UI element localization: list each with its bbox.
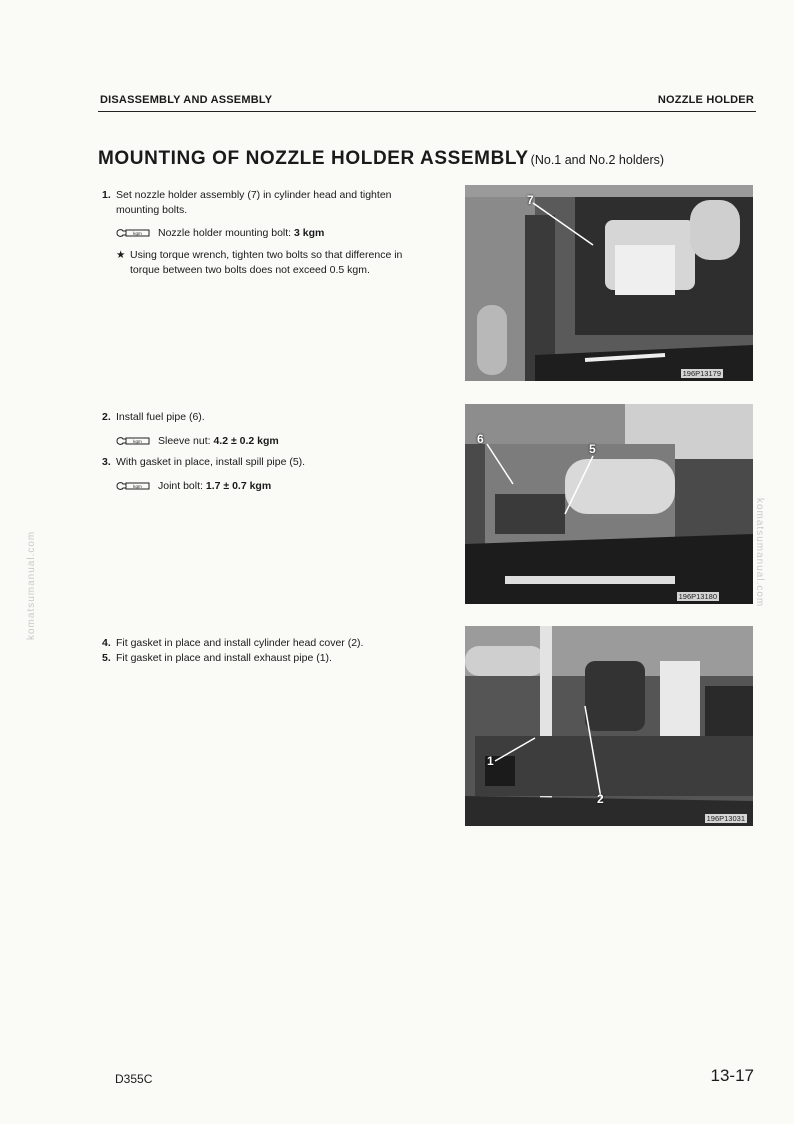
- step-1: [102, 188, 412, 218]
- step-4: [102, 636, 422, 651]
- callout-label: 1: [487, 754, 494, 768]
- torque-value: 1.7 ± 0.7 kgm: [205, 480, 272, 492]
- step-text: Fit gasket in place and install exhaust pipe (1).: [116, 652, 332, 664]
- torque-label: Sleeve nut:: [158, 435, 211, 447]
- engine-photo-illustration: [465, 626, 753, 826]
- callout-label: 5: [589, 442, 596, 456]
- photo-nozzle-holder: [465, 185, 753, 381]
- step-number: 1.: [102, 189, 111, 201]
- torque-label: Joint bolt:: [158, 480, 203, 492]
- step-text: With gasket in place, install spill pipe (5).: [116, 456, 306, 468]
- step-5: [102, 651, 422, 666]
- torque-wrench-icon: [116, 481, 150, 491]
- photo-fuel-pipe: [465, 404, 753, 604]
- engine-photo-illustration: [465, 404, 753, 604]
- photo-caption: 196P13179: [682, 369, 721, 378]
- step-text: Fit gasket in place and install cylinder head cover (2).: [116, 637, 364, 649]
- note-text: Using torque wrench, tighten two bolts so that difference in torque between two bolts does not exceed 0.5 kgm.: [130, 249, 403, 276]
- svg-text:kgm: kgm: [133, 439, 142, 444]
- photo-caption: 196P13180: [678, 592, 717, 601]
- star-icon: ★: [116, 249, 126, 261]
- torque-value: 4.2 ± 0.2 kgm: [213, 435, 279, 447]
- svg-text:kgm: kgm: [133, 231, 142, 236]
- step-3: [102, 455, 412, 470]
- step-2: [102, 410, 412, 425]
- footer-model: D355C: [115, 1072, 153, 1086]
- step-number: 2.: [102, 411, 111, 423]
- torque-wrench-icon: [116, 436, 150, 446]
- section-3-text: [102, 636, 422, 666]
- callout-label: 2: [597, 792, 604, 806]
- title-subtitle: (No.1 and No.2 holders): [530, 153, 665, 167]
- torque-spec-2: [102, 434, 412, 449]
- callout-label: 7: [527, 193, 534, 207]
- section-1-text: [102, 188, 412, 278]
- step-number: 3.: [102, 456, 111, 468]
- engine-photo-illustration: [465, 185, 753, 381]
- svg-text:kgm: kgm: [133, 484, 142, 489]
- title-main: MOUNTING OF NOZZLE HOLDER ASSEMBLY: [98, 148, 529, 169]
- header-section-title: DISASSEMBLY AND ASSEMBLY: [100, 94, 273, 106]
- torque-label: Nozzle holder mounting bolt:: [158, 227, 292, 239]
- watermark-right: komatsumanual.com: [754, 498, 765, 608]
- step-text: Set nozzle holder assembly (7) in cylinder head and tighten mounting bolts.: [116, 189, 392, 216]
- step-number: 5.: [102, 652, 111, 664]
- page-header: [98, 92, 756, 112]
- photo-head-cover: [465, 626, 753, 826]
- watermark-left: komatsumanual.com: [26, 530, 37, 640]
- torque-spec-1: [102, 226, 412, 241]
- photo-caption: 196P13031: [706, 814, 745, 823]
- step-text: Install fuel pipe (6).: [116, 411, 205, 423]
- torque-spec-3: [102, 479, 412, 494]
- note: [102, 248, 412, 278]
- torque-value: 3 kgm: [294, 227, 325, 239]
- header-topic: NOZZLE HOLDER: [657, 94, 754, 106]
- step-number: 4.: [102, 637, 111, 649]
- page-title: [98, 148, 664, 170]
- callout-label: 6: [477, 432, 484, 446]
- footer-page-number: 13-17: [710, 1066, 754, 1085]
- section-2-text: [102, 410, 412, 494]
- torque-wrench-icon: [116, 228, 150, 238]
